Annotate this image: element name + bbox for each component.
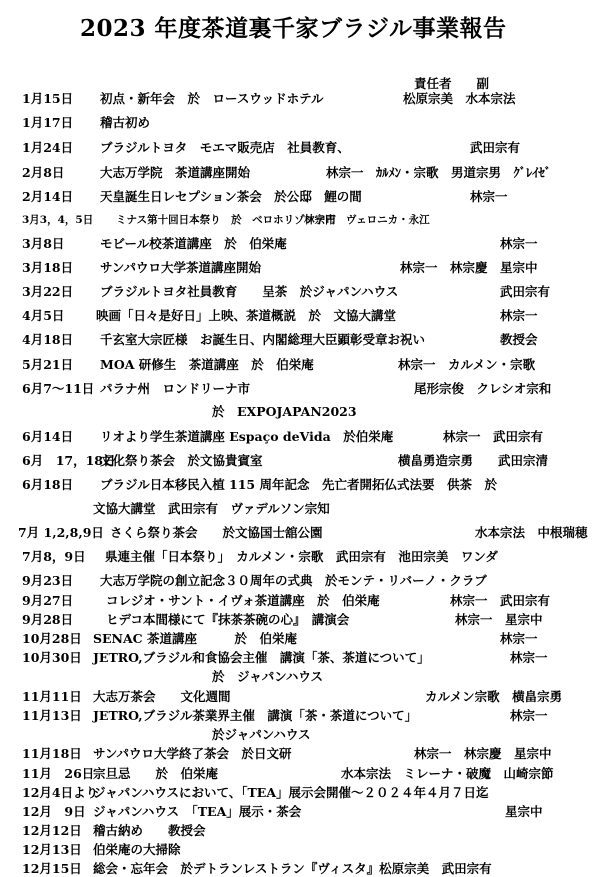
event-date: 6月7～11日 — [22, 381, 95, 396]
event-date: 11月13日 — [22, 708, 82, 723]
event-responsible: カルメン宗歌 横畠宗勇 — [425, 689, 563, 704]
event-description: 於 EXPOJAPAN2023 — [212, 404, 357, 419]
event-description: 稽古納め 教授会 — [93, 823, 206, 838]
event-responsible: 教授会 — [500, 332, 538, 347]
event-date: 2月14日 — [22, 189, 74, 204]
event-date: 3月18日 — [22, 260, 74, 275]
event-responsible: 林宗一 カルメン・宗歌 — [398, 357, 536, 372]
event-date: 12月 9日 — [22, 804, 86, 819]
page-title: 2023 年度茶道裏千家ブラジル事業報告 — [80, 15, 507, 42]
event-description: ブラジル日本移民入植 115 周年記念 先亡者開拓仏式法要 供茶 於 — [100, 477, 497, 492]
event-date: 12月15日 — [22, 861, 82, 876]
event-description: ブラジルトヨタ社員教育 呈茶 於ジャパンハウス — [100, 284, 399, 299]
event-description: JETRO,ブラジル茶業界主催 講演「茶・茶道について」 — [93, 708, 418, 723]
event-description: ジャパンハウス 「TEA」展示・茶会 — [93, 804, 302, 819]
event-description: SENAC 茶道講座 於 伯栄庵 — [93, 631, 297, 646]
responsible-header: 責任者 副 — [414, 76, 490, 91]
event-description: モビール校茶道講座 於 伯栄庵 — [100, 236, 287, 251]
event-responsible: 林宗一 ｶﾙﾒﾝ・宗歌 男道宗男 ｸﾞﾚｲｾﾞ — [326, 165, 552, 180]
event-description: MOA 研修生 茶道講座 於 伯栄庵 — [100, 357, 314, 372]
event-date: 3月22日 — [22, 284, 74, 299]
event-date: 12月4日より — [22, 785, 99, 800]
event-date: 6月14日 — [22, 429, 74, 444]
event-responsible: 星宗中 — [505, 804, 543, 819]
event-responsible: 水本宗法 中根瑞穂 — [475, 525, 588, 540]
event-date: 11月18日 — [22, 746, 82, 761]
event-responsible: 武田宗有 — [470, 140, 521, 155]
event-responsible: 横畠勇造宗勇 武田宗清 — [398, 453, 549, 468]
event-date: 3月3，4，5日 — [22, 214, 94, 226]
event-date: 5月21日 — [22, 357, 74, 372]
event-date: 3月8日 — [22, 236, 65, 251]
event-date: 12月13日 — [22, 842, 82, 857]
event-responsible: 林宗一 林宗慶 星宗中 — [414, 746, 552, 761]
event-description: サンパウロ大学茶道講座開始 — [100, 260, 262, 275]
event-date: 4月18日 — [22, 332, 74, 347]
event-description: ミナス第十回日本祭り 於 ベロホリゾンテ市 — [116, 214, 337, 226]
event-description: 大志万学院の創立記念３０周年の式典 於モンテ・リバーノ・クラブ — [100, 573, 487, 588]
event-date: 9月28日 — [22, 612, 74, 627]
event-responsible: 松原宗美 水本宗法 — [403, 91, 516, 106]
event-date: 6月 17，18日 — [22, 453, 116, 468]
event-description: パラナ州 ロンドリーナ市 — [100, 381, 251, 396]
event-responsible: 林宗一 武田宗有 — [450, 593, 551, 608]
event-responsible: 林宗一 武田宗有 — [443, 429, 544, 444]
event-responsible: 尾形宗俊 クレシオ宗和 — [414, 381, 552, 396]
event-description: ジャパンハウスにおいて、「TEA」展示会開催～２０２４年４月７日迄 — [93, 785, 489, 800]
event-description: 映画「日々是好日」上映、茶道概説 於 文協大講堂 — [96, 308, 397, 323]
event-date: 7月8，9日 — [22, 549, 86, 564]
event-date: 11月 26日 — [22, 766, 95, 781]
event-responsible: 林宗一 林宗慶 星宗中 — [400, 260, 538, 275]
event-description: さくら祭り茶会 於文協国士舘公園 — [110, 525, 323, 540]
event-description: 於ジャパンハウス — [212, 727, 311, 742]
event-description: 初点・新年会 於 ロースウッドホテル — [100, 91, 324, 106]
event-description: サンパウロ大学終了茶会 於日文研 — [93, 746, 292, 761]
event-responsible: 林宗一 — [500, 308, 538, 323]
event-date: 4月5日 — [22, 308, 65, 323]
event-responsible: 林宗一 星宗中 — [455, 612, 543, 627]
event-description: 伯栄庵の大掃除 — [93, 842, 181, 857]
event-description: 天皇誕生日レセプション茶会 於公邸 鯉の間 — [100, 189, 362, 204]
event-date: 10月28日 — [22, 631, 82, 646]
event-responsible: 林宗一 — [470, 189, 508, 204]
event-date: 1月24日 — [22, 140, 74, 155]
event-description: 文協大講堂 武田宗有 ヴァデルソン宗知 — [93, 501, 330, 516]
event-description: 大志万学院 茶道講座開始 — [100, 165, 251, 180]
event-date: 11月11日 — [22, 689, 82, 704]
event-responsible: 林宗一 — [500, 631, 538, 646]
event-description: 於 ジャパンハウス — [212, 669, 324, 684]
event-description: コレジオ・サント・イヴォ茶道講座 於 伯栄庵 — [106, 593, 380, 608]
event-description: 総会・忘年会 於デトランレストラン『ヴィスタ』松原宗美 武田宗有 — [93, 861, 492, 876]
event-description: 大志万茶会 文化週間 — [93, 689, 231, 704]
event-description: 県連主催「日本祭り」 カルメン・宗歌 武田宗有 池田宗美 ワンダ — [105, 549, 498, 564]
event-date: 6月18日 — [22, 477, 74, 492]
event-date: 1月15日 — [22, 91, 74, 106]
event-date: 7月 1,2,8,9日 — [18, 525, 104, 540]
event-date: 2月8日 — [22, 165, 65, 180]
event-date: 10月30日 — [22, 650, 82, 665]
event-description: 宗旦忌 於 伯栄庵 — [93, 766, 219, 781]
event-description: JETRO,ブラジル和食協会主催 講演「茶、茶道について」 — [93, 650, 430, 665]
event-responsible: 水本宗法 ミレーナ・破魔 山崎宗節 — [341, 766, 554, 781]
event-description: 千玄室大宗匠様 お誕生日、内閣総理大臣顕彰受章お祝い — [100, 332, 426, 347]
event-description: ブラジルトヨタ モエマ販売店 社員教育、 — [100, 140, 350, 155]
event-responsible: 林宗円 ヴェロニカ・永江 — [304, 214, 430, 226]
event-description: ヒデコ本間様にて『抹茶茶碗の心』 講演会 — [106, 612, 350, 627]
event-description: リオより学生茶道講座 Espaço deVida 於伯栄庵 — [100, 429, 394, 444]
event-date: 9月23日 — [22, 573, 74, 588]
event-date: 12月12日 — [22, 823, 82, 838]
event-date: 9月27日 — [22, 593, 74, 608]
event-description: 稽古初め — [100, 115, 151, 130]
event-description: 文化祭り茶会 於文協貴賓室 — [100, 453, 263, 468]
event-responsible: 武田宗有 — [500, 284, 551, 299]
event-responsible: 林宗一 — [500, 236, 538, 251]
event-responsible: 林宗一 — [510, 650, 548, 665]
event-responsible: 林宗一 — [510, 708, 548, 723]
event-date: 1月17日 — [22, 115, 74, 130]
